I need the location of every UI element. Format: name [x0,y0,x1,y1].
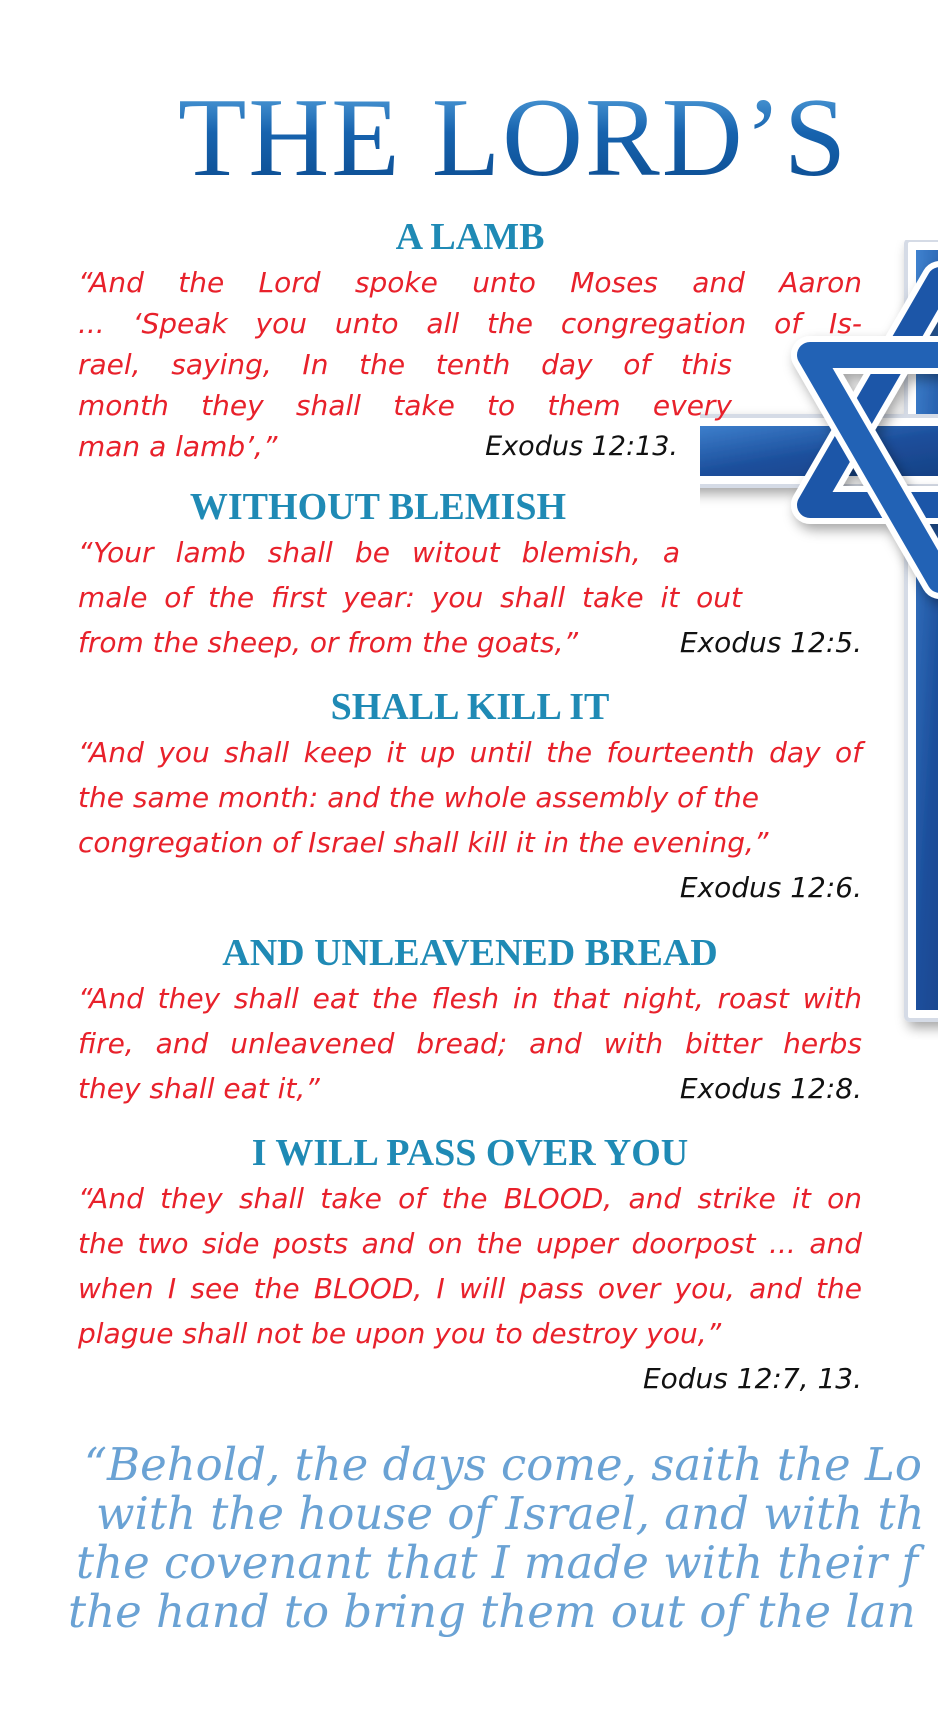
bottom-quote-line: “Behold, the days come, saith the Lo [84,1438,922,1491]
scripture-reference: Exodus 12:5. [679,626,862,659]
quote-line: fire, and unleavened bread; and with bitter herbs [78,1027,862,1060]
quote-line: ... ‘Speak you unto all the congregation of Is- [78,307,862,340]
section-shall-kill-it [78,688,862,910]
section-heading: AND UNLEAVENED BREAD [222,932,718,974]
quote-line: congregation of Israel shall kill it in the evening,” [78,826,769,859]
scripture-reference: Exodus 12:6. [679,871,862,904]
quote-line: “Your lamb shall be witout blemish, a [78,536,680,569]
section-pass-over-you [78,1134,862,1401]
quote-line: plague shall not be upon you to destroy you,” [78,1317,722,1350]
quote-line: “And you shall keep it up until the fourteenth day of [78,736,862,769]
quote-line: month they shall take to them every [78,389,732,422]
quote-line: from the sheep, or from the goats,” [78,626,578,659]
quote-line: they shall eat it,” [78,1072,320,1105]
scripture-reference: Exodus 12:8. [679,1072,862,1105]
bottom-quote-line: the covenant that I made with their f [76,1536,918,1589]
quote-line: rael, saying, In the tenth day of this [78,348,732,381]
section-heading: SHALL KILL IT [330,686,610,728]
quote-line: the same month: and the whole assembly of the [78,781,760,814]
quote-line: “And the Lord spoke unto Moses and Aaron [78,266,862,299]
section-heading: WITHOUT BLEMISH [189,486,567,528]
bottom-quote-line: the hand to bring them out of the lan [68,1585,916,1638]
section-a-lamb [78,218,862,467]
section-without-blemish [78,488,862,665]
scripture-reference: Eodus 12:7, 13. [642,1362,862,1395]
quote-line: when I see the BLOOD, I will pass over you, and the [78,1272,862,1305]
page-title: THE LORD’S [178,76,849,200]
quote-line: “And they shall take of the BLOOD, and strike it on [78,1182,862,1215]
bottom-quote-line: with the house of Israel, and with th [96,1487,925,1540]
section-heading: I WILL PASS OVER YOU [251,1132,689,1174]
quote-line: the two side posts and on the upper doorpost ... and [78,1227,862,1260]
bottom-quote [62,1440,938,1636]
quote-line: man a lamb’,” [78,430,278,463]
quote-line: male of the first year: you shall take it out [78,581,742,614]
quote-line: “And they shall eat the flesh in that night, roast with [78,982,862,1015]
scripture-reference: Exodus 12:13. [485,431,678,462]
section-heading: A LAMB [395,216,545,258]
section-unleavened-bread [78,934,862,1111]
